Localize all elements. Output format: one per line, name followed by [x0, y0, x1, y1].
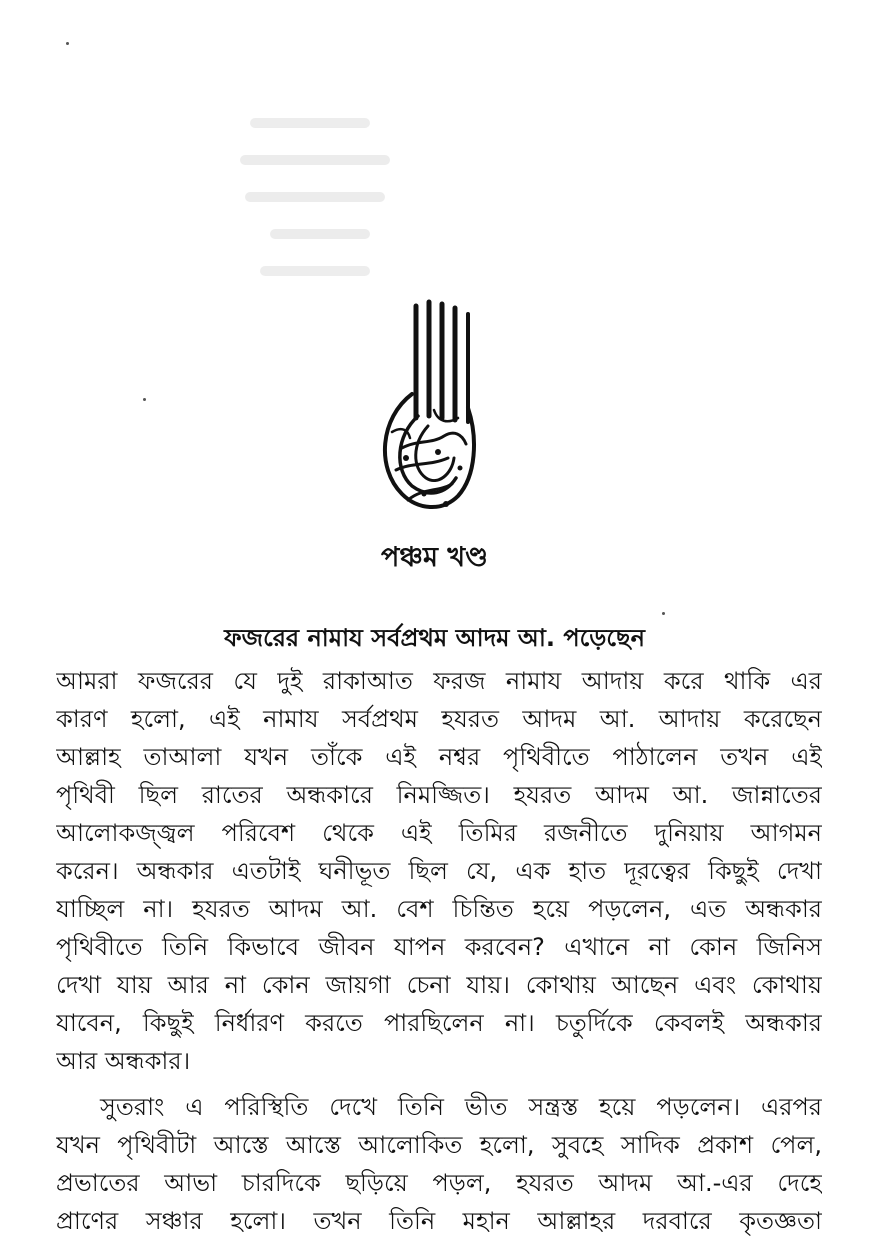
- text-line: পৃথিবীতে তিনি কিভাবে জীবন যাপন করবেন? এখানে না কোন জিনিস: [56, 933, 822, 961]
- chapter-heading: ফজরের নামায সর্বপ্রথম আদম আ. পড়েছেন: [224, 624, 645, 652]
- print-speck: [143, 398, 146, 401]
- paragraph-gap: [56, 1080, 822, 1088]
- text-line: আলোকজ্জ্বল পরিবেশ থেকে এই তিমির রজনীতে দুনিয়ায় আগমন: [56, 819, 822, 847]
- part-title: পঞ্চম খণ্ড: [381, 542, 488, 573]
- print-speck: [66, 42, 69, 45]
- text-line: আল্লাহ তাআলা যখন তাঁকে এই নশ্বর পৃথিবীতে পাঠালেন তখন এই: [56, 743, 822, 771]
- bismillah-calligraphy-icon: [372, 298, 482, 520]
- text-line: আর অন্ধকার।: [56, 1047, 191, 1075]
- paragraph: [56, 662, 822, 1080]
- text-line: করেন। অন্ধকার এতটাই ঘনীভূত ছিল যে, এক হাত দূরত্বের কিছুই দেখা: [56, 857, 822, 885]
- text-line: সুতরাং এ পরিস্থিতি দেখে তিনি ভীত সন্ত্রস্ত হয়ে পড়লেন। এরপর: [100, 1093, 822, 1121]
- bleed-through-text: [230, 118, 390, 298]
- body-text: [56, 662, 822, 1240]
- print-speck: [662, 612, 665, 615]
- text-line: পৃথিবী ছিল রাতের অন্ধকারে নিমজ্জিত। হযরত আদম আ. জান্নাতের: [56, 781, 822, 809]
- text-line: আমরা ফজরের যে দুই রাকাআত ফরজ নামায আদায় করে থাকি এর: [56, 667, 822, 695]
- paragraph: [56, 1088, 822, 1240]
- text-line: কারণ হলো, এই নামায সর্বপ্রথম হযরত আদম আ. আদায় করেছেন: [56, 705, 822, 733]
- text-line: যখন পৃথিবীটা আস্তে আস্তে আলোকিত হলো, সুবহে সাদিক প্রকাশ পেল,: [56, 1131, 822, 1159]
- text-line: দেখা যায় আর না কোন জায়গা চেনা যায়। কোথায় আছেন এবং কোথায়: [56, 971, 822, 999]
- text-line: প্রভাতের আভা চারদিকে ছড়িয়ে পড়ল, হযরত আদম আ.-এর দেহে: [56, 1169, 822, 1197]
- text-line: প্রাণের সঞ্চার হলো। তখন তিনি মহান আল্লাহর দরবারে কৃতজ্ঞতা: [56, 1207, 822, 1235]
- text-line: যাচ্ছিল না। হযরত আদম আ. বেশ চিন্তিত হয়ে পড়লেন, এত অন্ধকার: [56, 895, 822, 923]
- text-line: যাবেন, কিছুই নির্ধারণ করতে পারছিলেন না। চতুর্দিকে কেবলই অন্ধকার: [56, 1009, 822, 1037]
